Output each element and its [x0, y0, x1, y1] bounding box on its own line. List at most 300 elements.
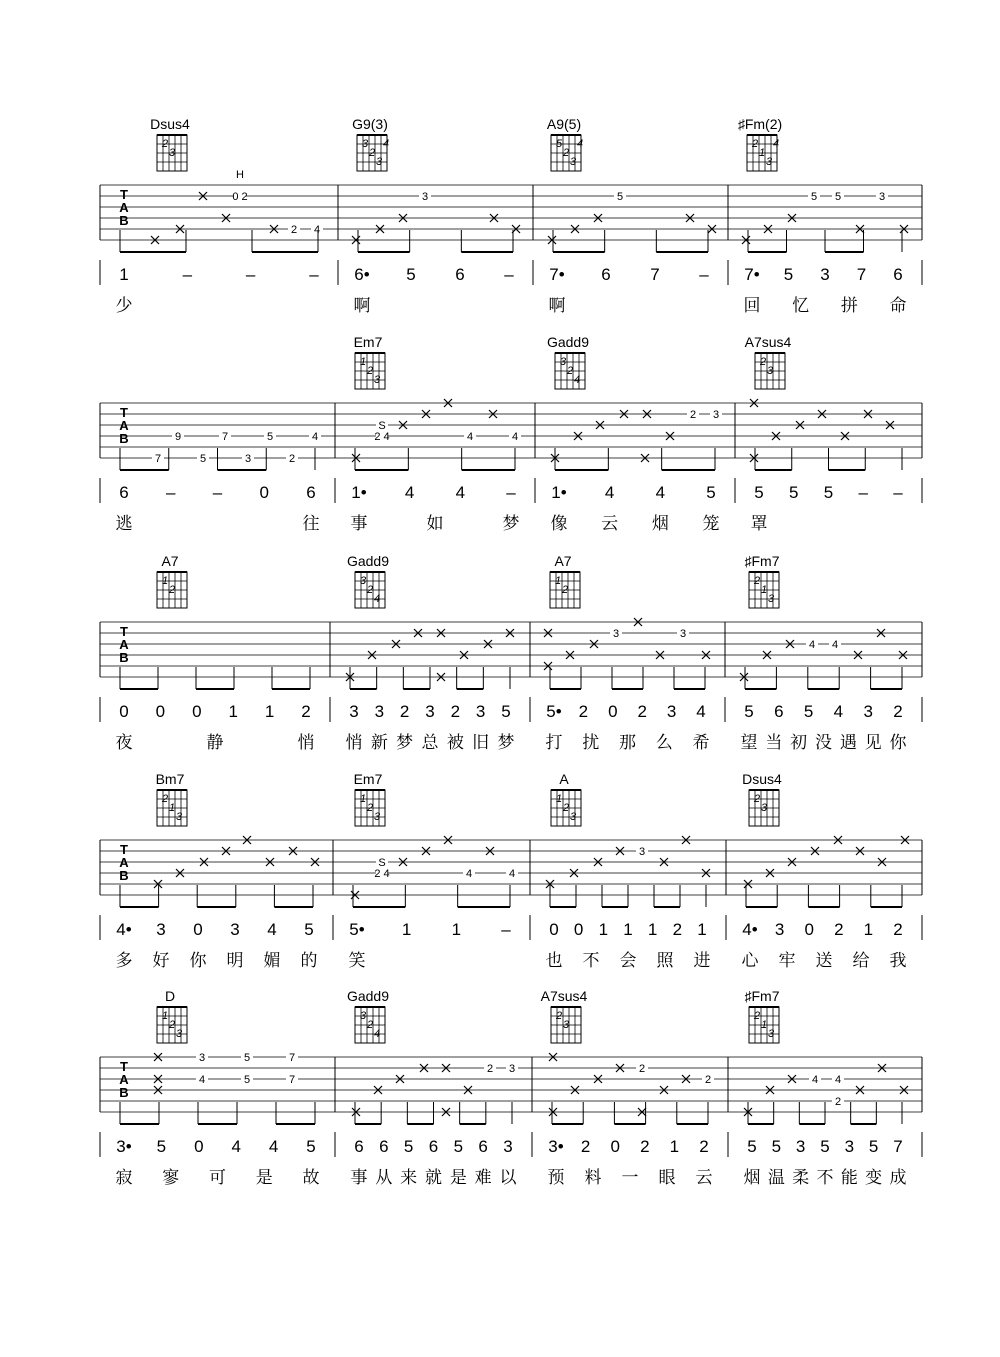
jianpu-note: 5 [406, 265, 416, 284]
lyric-char: 悄 [345, 733, 363, 753]
jianpu-note: 5• [349, 920, 365, 939]
lyric-char: 逃 [115, 514, 133, 534]
chord-finger-number: 1 [359, 793, 367, 805]
jianpu-note: 6 [455, 265, 465, 284]
chord-name: Dsus4 [150, 116, 190, 132]
tab-fret-number: H [236, 169, 244, 181]
tab-fret-number: 7 [154, 453, 162, 465]
chord-finger-number: 3 [359, 575, 367, 587]
chord-finger-number: 2 [368, 147, 376, 159]
tab-fret-number: 4 [466, 431, 474, 443]
jianpu-note: 6 [893, 265, 903, 284]
chord-diagram [551, 135, 583, 171]
jianpu-note: 5 [868, 1137, 879, 1156]
jianpu-note: 3 [666, 702, 677, 721]
lyric-char: 故 [302, 1168, 320, 1188]
chord-finger-number: 2 [753, 575, 761, 587]
lyric-char: 事 [350, 514, 368, 534]
lyric-char: 被 [446, 733, 464, 753]
jianpu-note: 4• [742, 920, 758, 939]
chord-name: D [164, 988, 176, 1004]
tab-clef-letter: T [120, 842, 128, 857]
lyric-char: 寂 [115, 1168, 133, 1188]
jianpu-note: 0 [610, 1137, 620, 1156]
jianpu-note: 4 [268, 1137, 279, 1156]
jianpu-note: 6 [478, 1137, 488, 1156]
lyric-char: 可 [209, 1168, 226, 1188]
tab-fret-number: 4 [313, 224, 321, 236]
lyric-char: 悄 [297, 733, 315, 753]
jianpu-note: 1• [551, 483, 567, 502]
jianpu-note: 2 [640, 1137, 650, 1156]
jianpu-note: 0 [194, 1137, 204, 1156]
chord-finger-number: 4 [373, 593, 381, 605]
jianpu-note: 4 [231, 1137, 241, 1156]
chord-finger-number: 4 [772, 138, 780, 150]
jianpu-note: 6 [354, 1137, 364, 1156]
jianpu-note: 0 [549, 920, 559, 939]
lyric-char: 么 [655, 733, 673, 753]
chord-diagram [157, 1007, 187, 1043]
chord-finger-number: 3 [569, 811, 577, 823]
lyric-char: 打 [545, 733, 563, 753]
tab-clef-letter: T [120, 1059, 128, 1074]
lyric-char: 命 [889, 296, 907, 316]
chord-diagram [749, 572, 779, 608]
lyric-char: 是 [449, 1168, 467, 1188]
lyric-char: 拼 [840, 296, 858, 316]
chord-finger-number: 1 [168, 802, 176, 814]
jianpu-note: 4 [404, 483, 415, 502]
jianpu-note: 1 [451, 920, 462, 939]
tab-clef-letter: T [120, 624, 128, 639]
tab-fret-number: 5 [834, 191, 842, 203]
jianpu-note: 0 [155, 702, 166, 721]
jianpu-note: 1 [647, 920, 658, 939]
lyric-char: 会 [619, 951, 637, 971]
tab-fret-number: 3 [244, 453, 252, 465]
chord-diagram [755, 353, 785, 389]
jianpu-note: – [309, 265, 319, 284]
jianpu-note: – [245, 265, 256, 284]
jianpu-note: 5 [771, 1137, 782, 1156]
chord-finger-number: 2 [366, 802, 374, 814]
chord-diagram [355, 1007, 385, 1043]
chord-finger-number: 2 [753, 1010, 761, 1022]
chord-finger-number: 3 [361, 138, 369, 150]
lyric-char: 眼 [658, 1168, 676, 1188]
jianpu-note: 5 [501, 702, 511, 721]
jianpu-note: – [699, 265, 709, 284]
tab-fret-number: S [378, 857, 386, 869]
chord-name: Em7 [353, 334, 383, 350]
chord-diagram [555, 353, 585, 389]
tab-fret-number: 4 [811, 1074, 819, 1086]
jianpu-note: 1 [401, 920, 412, 939]
tab-fret-number: 7 [221, 431, 229, 443]
tab-fret-number: 4 [198, 1074, 206, 1086]
chord-finger-number: 2 [161, 793, 169, 805]
chord-finger-number: 3 [375, 156, 383, 168]
jianpu-note: 1 [863, 920, 874, 939]
tab-fret-number: 5 [243, 1052, 251, 1064]
jianpu-note: 0 [193, 920, 203, 939]
jianpu-note: 2 [301, 702, 311, 721]
jianpu-note: 5 [156, 1137, 167, 1156]
chord-finger-number: 1 [161, 575, 169, 587]
lyric-char: 少 [115, 296, 133, 316]
jianpu-note: – [212, 483, 223, 502]
lyric-char: 旧 [472, 733, 490, 753]
lyric-char: 难 [474, 1168, 492, 1188]
lyric-char: 以 [499, 1168, 517, 1188]
chord-finger-number: 3 [569, 156, 577, 168]
jianpu-note: 3• [116, 1137, 132, 1156]
tab-fret-number: 4 [311, 431, 319, 443]
lyric-char: 啊 [548, 296, 566, 316]
lyric-char: 就 [425, 1168, 442, 1188]
jianpu-note: 3 [349, 702, 359, 721]
lyric-char: 心 [741, 951, 759, 971]
tab-fret-number: 0 2 [232, 191, 248, 203]
lyric-char: 从 [375, 1168, 393, 1188]
tab-clef-letter: B [119, 213, 129, 228]
chord-finger-number: 2 [161, 138, 169, 150]
jianpu-note: 7 [650, 265, 660, 284]
jianpu-note: – [506, 483, 516, 502]
tab-fret-number: 3 [638, 846, 646, 858]
chord-name: A7 [554, 553, 572, 569]
chord-finger-number: 2 [366, 1019, 374, 1031]
lyric-char: 像 [550, 514, 568, 534]
jianpu-note: 5 [820, 1137, 830, 1156]
lyric-char: 料 [584, 1168, 602, 1188]
jianpu-note: 0 [119, 702, 129, 721]
jianpu-note: 5 [754, 483, 764, 502]
lyric-char: 的 [300, 951, 318, 971]
tab-fret-number: S [378, 420, 386, 432]
jianpu-note: 4 [455, 483, 466, 502]
jianpu-note: 1 [119, 265, 129, 284]
lyric-char: 遇 [839, 733, 857, 753]
jianpu-note: 3 [774, 920, 785, 939]
jianpu-note: – [501, 920, 511, 939]
tab-fret-number: 4 [511, 431, 519, 443]
tab-fret-number: 3 [878, 191, 886, 203]
chord-name: A7sus4 [540, 988, 588, 1004]
tab-clef-letter: B [119, 431, 129, 446]
jianpu-note: 2 [893, 920, 903, 939]
chord-finger-number: 2 [759, 356, 767, 368]
jianpu-note: 2 [580, 1137, 591, 1156]
chord-finger-number: 3 [559, 356, 567, 368]
tab-fret-number: 9 [174, 431, 182, 443]
chord-finger-number: 4 [382, 138, 390, 150]
jianpu-note: 5 [304, 920, 314, 939]
jianpu-note: 3 [844, 1137, 855, 1156]
jianpu-note: 1 [623, 920, 633, 939]
jianpu-note: 5 [306, 1137, 316, 1156]
lyric-char: 往 [302, 514, 320, 534]
lyric-char: 笼 [702, 514, 720, 534]
jianpu-note: – [166, 483, 176, 502]
jianpu-note: 5• [546, 702, 562, 721]
tab-fret-number: 4 [508, 868, 516, 880]
lyric-char: 希 [692, 733, 710, 753]
chord-finger-number: 1 [554, 575, 562, 587]
chord-finger-number: 5 [555, 138, 563, 150]
chord-finger-number: 3 [765, 156, 773, 168]
tab-fret-number: 3 [612, 628, 620, 640]
chord-finger-number: 3 [175, 811, 183, 823]
jianpu-note: 6 [601, 265, 611, 284]
jianpu-note: 3 [230, 920, 240, 939]
chord-finger-number: 3 [175, 1028, 183, 1040]
jianpu-note: 2 [637, 702, 647, 721]
jianpu-note: 6• [354, 265, 370, 284]
tab-fret-number: 2 4 [374, 431, 390, 443]
jianpu-note: 5 [744, 702, 754, 721]
chord-name: A7sus4 [744, 334, 792, 350]
chord-name: A [559, 771, 569, 787]
chord-diagram [157, 790, 187, 826]
chord-finger-number: 1 [161, 1010, 169, 1022]
lyric-char: 梦 [497, 733, 515, 753]
lyric-char: 寥 [162, 1168, 180, 1188]
chord-finger-number: 2 [555, 1010, 563, 1022]
lyric-char: 明 [226, 951, 244, 971]
jianpu-note: 7 [856, 265, 867, 284]
chord-finger-number: 2 [168, 584, 176, 596]
tab-clef-letter: T [120, 187, 128, 202]
lyric-char: 好 [152, 951, 170, 971]
jianpu-note: 3 [425, 702, 435, 721]
chord-diagram [355, 353, 385, 389]
jianpu-note: 0 [608, 702, 618, 721]
lyric-char: 初 [790, 733, 808, 753]
tab-fret-number: 3 [679, 628, 687, 640]
lyric-char: 你 [889, 733, 907, 753]
tab-fret-number: 3 [198, 1052, 206, 1064]
chord-finger-number: 1 [760, 1019, 768, 1031]
lyric-char: 云 [601, 514, 619, 534]
chord-diagram [157, 572, 187, 608]
jianpu-note: 2 [672, 920, 683, 939]
chord-diagram [355, 572, 385, 608]
tab-fret-number: 4 [465, 868, 473, 880]
chord-finger-number: 2 [366, 584, 374, 596]
chord-name: A7 [161, 553, 179, 569]
lyric-char: 总 [421, 733, 439, 753]
tab-fret-number: 4 [808, 639, 816, 651]
lyric-char: 多 [115, 951, 133, 971]
jianpu-note: 3 [863, 702, 873, 721]
jianpu-note: 3 [795, 1137, 806, 1156]
lyric-char: 给 [852, 951, 870, 971]
tab-clef-letter: B [119, 650, 129, 665]
jianpu-note: 2 [699, 1137, 709, 1156]
chord-diagram [551, 1007, 581, 1043]
jianpu-note: 4 [267, 920, 277, 939]
chord-finger-number: 1 [760, 584, 768, 596]
lyric-char: 不 [582, 951, 600, 971]
jianpu-note: 3 [475, 702, 486, 721]
jianpu-note: – [858, 483, 868, 502]
jianpu-note: – [893, 483, 903, 502]
chord-finger-number: 3 [373, 811, 381, 823]
jianpu-note: 3 [374, 702, 385, 721]
chord-finger-number: 3 [767, 593, 775, 605]
tab-fret-number: 7 [288, 1052, 296, 1064]
lyric-char: 望 [740, 733, 758, 753]
lyric-char: 一 [621, 1168, 639, 1188]
jianpu-note: – [182, 265, 193, 284]
jianpu-note: 7• [744, 265, 760, 284]
jianpu-note: 1 [697, 920, 707, 939]
lyric-char: 烟 [651, 514, 669, 534]
chord-finger-number: 2 [168, 1019, 176, 1031]
chord-diagram [747, 135, 779, 171]
tab-clef-letter: T [120, 405, 128, 420]
tab-fret-number: 3 [421, 191, 429, 203]
lyric-char: 媚 [263, 951, 281, 971]
chord-finger-number: 4 [373, 1028, 381, 1040]
jianpu-note: 0 [804, 920, 814, 939]
lyric-char: 新 [370, 733, 388, 753]
lyric-char: 那 [619, 733, 636, 753]
jianpu-note: 2 [450, 702, 461, 721]
jianpu-note: 4 [604, 483, 615, 502]
jianpu-note: 3 [156, 920, 166, 939]
lyric-char: 我 [889, 951, 907, 971]
chord-diagram [551, 790, 581, 826]
chord-diagram [355, 790, 385, 826]
tab-fret-number: 2 4 [374, 868, 390, 880]
lyric-char: 温 [767, 1168, 785, 1188]
jianpu-note: 1 [264, 702, 275, 721]
jianpu-note: – [504, 265, 514, 284]
jianpu-note: 1 [228, 702, 238, 721]
lyric-char: 事 [350, 1168, 368, 1188]
tab-fret-number: 5 [243, 1074, 251, 1086]
chord-name: Dsus4 [742, 771, 782, 787]
jianpu-note: 4 [833, 702, 844, 721]
jianpu-note: 2 [893, 702, 903, 721]
tab-fret-number: 2 [486, 1063, 494, 1075]
jianpu-note: 5 [783, 265, 794, 284]
lyric-char: 啊 [353, 296, 371, 316]
chord-finger-number: 3 [373, 374, 381, 386]
lyric-char: 牢 [778, 951, 796, 971]
tab-fret-number: 7 [288, 1074, 296, 1086]
chord-finger-number: 1 [555, 793, 563, 805]
lyric-char: 罩 [750, 514, 768, 534]
tab-fret-number: 5 [199, 453, 207, 465]
chord-finger-number: 2 [562, 147, 570, 159]
tab-fret-number: 2 [638, 1063, 646, 1075]
jianpu-note: 5 [403, 1137, 414, 1156]
jianpu-note: 5 [823, 483, 834, 502]
tab-clef-letter: A [119, 200, 129, 215]
lyric-char: 烟 [743, 1168, 761, 1188]
lyric-char: 进 [693, 951, 711, 971]
chord-finger-number: 2 [561, 584, 569, 596]
lyric-char: 见 [864, 733, 882, 753]
lyric-char: 笑 [348, 951, 366, 971]
chord-diagram [550, 572, 580, 608]
jianpu-note: 4• [116, 920, 132, 939]
jianpu-note: 0 [573, 920, 584, 939]
jianpu-note: 0 [259, 483, 269, 502]
tab-fret-number: 4 [831, 639, 839, 651]
tab-clef-letter: A [119, 637, 129, 652]
chord-finger-number: 2 [751, 138, 759, 150]
jianpu-note: 6 [119, 483, 129, 502]
chord-finger-number: 3 [359, 1010, 367, 1022]
jianpu-note: 2 [834, 920, 844, 939]
tab-fret-number: 2 [704, 1074, 712, 1086]
tab-clef-letter: A [119, 855, 129, 870]
lyric-char: 梦 [396, 733, 414, 753]
jianpu-note: 1 [669, 1137, 680, 1156]
chord-finger-number: 3 [562, 1019, 570, 1031]
tab-fret-number: 4 [834, 1074, 842, 1086]
lyric-char: 当 [765, 733, 783, 753]
lyric-char: 来 [400, 1168, 418, 1188]
lyric-char: 照 [656, 951, 674, 971]
jianpu-note: 5 [803, 702, 814, 721]
lyric-char: 是 [255, 1168, 273, 1188]
lyric-char: 如 [426, 514, 444, 534]
lyric-char: 变 [865, 1168, 883, 1188]
tab-fret-number: 2 [288, 453, 296, 465]
chord-name: G9(3) [352, 116, 388, 132]
chord-finger-number: 2 [366, 365, 374, 377]
jianpu-note: 1• [351, 483, 367, 502]
lyric-char: 也 [545, 951, 563, 971]
chord-diagram [749, 790, 779, 826]
jianpu-note: 1 [598, 920, 609, 939]
lyric-char: 能 [840, 1168, 858, 1188]
chord-finger-number: 1 [359, 356, 367, 368]
lyric-char: 忆 [792, 296, 810, 316]
chord-diagram [157, 135, 187, 171]
chord-finger-number: 4 [576, 138, 584, 150]
tab-clef-letter: B [119, 1085, 129, 1100]
lyric-char: 梦 [502, 514, 520, 534]
jianpu-note: 5 [747, 1137, 757, 1156]
lyric-char: 扰 [582, 733, 600, 753]
chord-finger-number: 2 [562, 802, 570, 814]
lyric-char: 云 [695, 1168, 713, 1188]
chord-finger-number: 1 [758, 147, 766, 159]
tab-clef-letter: B [119, 868, 129, 883]
lyric-char: 柔 [792, 1168, 810, 1188]
jianpu-note: 5 [453, 1137, 464, 1156]
chord-finger-number: 3 [168, 147, 176, 159]
chord-diagram [749, 1007, 779, 1043]
lyric-char: 没 [815, 733, 832, 753]
jianpu-note: 3 [503, 1137, 513, 1156]
jianpu-note: 3• [548, 1137, 564, 1156]
lyric-char: 回 [743, 296, 761, 316]
chord-finger-number: 2 [753, 793, 761, 805]
jianpu-note: 6 [428, 1137, 439, 1156]
lyric-char: 静 [206, 733, 224, 753]
lyric-char: 预 [547, 1168, 565, 1188]
jianpu-note: 4 [696, 702, 706, 721]
tab-fret-number: 2 [290, 224, 298, 236]
